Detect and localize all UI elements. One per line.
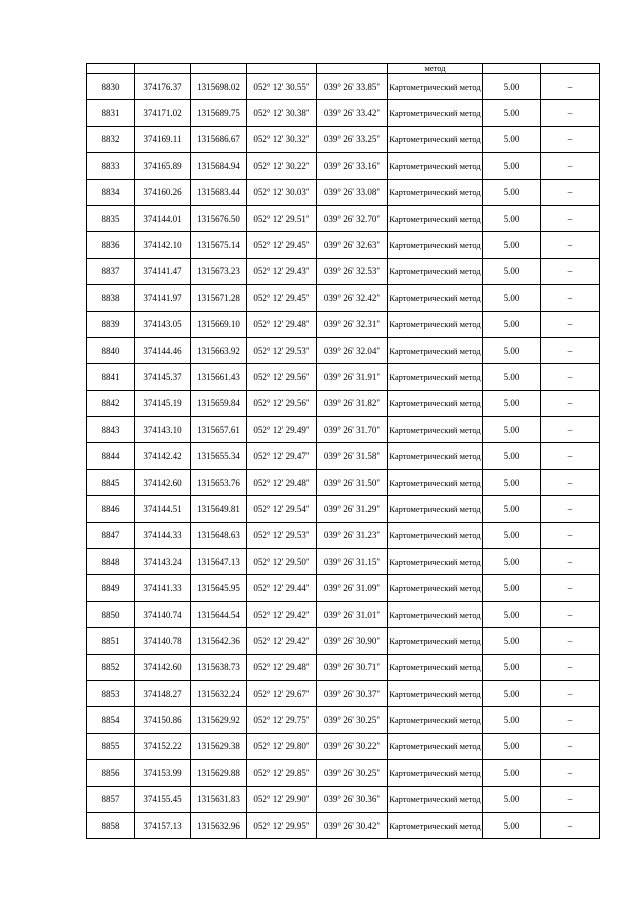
cell-y: 1315629.92 bbox=[191, 707, 247, 733]
cell-latitude: 052° 12' 29.45" bbox=[247, 232, 317, 258]
cell-accuracy: 5.00 bbox=[483, 390, 541, 416]
cell-accuracy: 5.00 bbox=[483, 232, 541, 258]
table-row bbox=[87, 258, 600, 284]
cell-x: 374142.10 bbox=[135, 232, 191, 258]
cell-longitude: 039° 26' 30.90" bbox=[317, 628, 388, 654]
cell-note: – bbox=[541, 364, 600, 390]
cell-longitude: 039° 26' 31.09" bbox=[317, 575, 388, 601]
table-row bbox=[87, 522, 600, 548]
cell-accuracy: 5.00 bbox=[483, 654, 541, 680]
cell-accuracy: 5.00 bbox=[483, 680, 541, 706]
cell-accuracy: 5.00 bbox=[483, 522, 541, 548]
cell-longitude: 039° 26' 32.31" bbox=[317, 311, 388, 337]
table-row bbox=[87, 654, 600, 680]
cell-point-number: 8831 bbox=[87, 100, 135, 126]
cell-method: Картометрический метод bbox=[388, 760, 483, 786]
cell-longitude: 039° 26' 30.71" bbox=[317, 654, 388, 680]
cell-point-number: 8830 bbox=[87, 74, 135, 100]
continued-row bbox=[87, 64, 600, 74]
cell-y: 1315642.36 bbox=[191, 628, 247, 654]
cell-y: 1315645.95 bbox=[191, 575, 247, 601]
cell-accuracy: 5.00 bbox=[483, 179, 541, 205]
table-row bbox=[87, 364, 600, 390]
table-row bbox=[87, 496, 600, 522]
cell-x: 374169.11 bbox=[135, 126, 191, 152]
table-row bbox=[87, 205, 600, 231]
cell-point-number: 8852 bbox=[87, 654, 135, 680]
cell-accuracy: 5.00 bbox=[483, 126, 541, 152]
cell-latitude: 052° 12' 29.85" bbox=[247, 760, 317, 786]
cell-accuracy: 5.00 bbox=[483, 443, 541, 469]
cell-note: – bbox=[541, 654, 600, 680]
cell-method: Картометрический метод bbox=[388, 100, 483, 126]
cell-longitude: 039° 26' 32.04" bbox=[317, 337, 388, 363]
table-row bbox=[87, 179, 600, 205]
cell-accuracy: 5.00 bbox=[483, 258, 541, 284]
cell-y: 1315675.14 bbox=[191, 232, 247, 258]
cell-y: 1315659.84 bbox=[191, 390, 247, 416]
cell-y: 1315648.63 bbox=[191, 522, 247, 548]
cell-note: – bbox=[541, 575, 600, 601]
cell-y: 1315638.73 bbox=[191, 654, 247, 680]
cell-latitude: 052° 12' 29.95" bbox=[247, 812, 317, 838]
cell-point-number: 8844 bbox=[87, 443, 135, 469]
cell-longitude: 039° 26' 31.15" bbox=[317, 549, 388, 575]
cell-latitude: 052° 12' 29.48" bbox=[247, 469, 317, 495]
cell-latitude: 052° 12' 29.42" bbox=[247, 601, 317, 627]
cell-latitude: 052° 12' 29.90" bbox=[247, 786, 317, 812]
cell-y: 1315671.28 bbox=[191, 285, 247, 311]
cell-y: 1315669.10 bbox=[191, 311, 247, 337]
table-row bbox=[87, 285, 600, 311]
cell-note: – bbox=[541, 496, 600, 522]
cell-accuracy: 5.00 bbox=[483, 205, 541, 231]
cell-note: – bbox=[541, 680, 600, 706]
cell-longitude: 039° 26' 30.22" bbox=[317, 733, 388, 759]
cell-method: Картометрический метод bbox=[388, 364, 483, 390]
cell-note: – bbox=[541, 285, 600, 311]
table-row bbox=[87, 417, 600, 443]
cell-method: Картометрический метод bbox=[388, 179, 483, 205]
cell-longitude: 039° 26' 31.70" bbox=[317, 417, 388, 443]
cell-latitude: 052° 12' 30.32" bbox=[247, 126, 317, 152]
cell-point-number: 8857 bbox=[87, 786, 135, 812]
cell-longitude: 039° 26' 32.53" bbox=[317, 258, 388, 284]
cell-latitude: 052° 12' 29.48" bbox=[247, 311, 317, 337]
cell-note: – bbox=[541, 74, 600, 100]
cell-note: – bbox=[541, 469, 600, 495]
cell-x: 374140.78 bbox=[135, 628, 191, 654]
cell-x: 374143.05 bbox=[135, 311, 191, 337]
cell-point-number: 8851 bbox=[87, 628, 135, 654]
cell-y: 1315647.13 bbox=[191, 549, 247, 575]
cell-empty bbox=[317, 64, 388, 74]
cell-y: 1315698.02 bbox=[191, 74, 247, 100]
cell-note: – bbox=[541, 628, 600, 654]
cell-note: – bbox=[541, 760, 600, 786]
table-row bbox=[87, 707, 600, 733]
cell-point-number: 8842 bbox=[87, 390, 135, 416]
cell-longitude: 039° 26' 31.58" bbox=[317, 443, 388, 469]
cell-method: Картометрический метод bbox=[388, 786, 483, 812]
cell-x: 374141.47 bbox=[135, 258, 191, 284]
cell-point-number: 8838 bbox=[87, 285, 135, 311]
cell-point-number: 8846 bbox=[87, 496, 135, 522]
cell-accuracy: 5.00 bbox=[483, 549, 541, 575]
cell-latitude: 052° 12' 29.47" bbox=[247, 443, 317, 469]
cell-x: 374171.02 bbox=[135, 100, 191, 126]
cell-longitude: 039° 26' 32.70" bbox=[317, 205, 388, 231]
cell-latitude: 052° 12' 29.56" bbox=[247, 364, 317, 390]
cell-latitude: 052° 12' 30.55" bbox=[247, 74, 317, 100]
cell-longitude: 039° 26' 30.36" bbox=[317, 786, 388, 812]
cell-method: Картометрический метод bbox=[388, 522, 483, 548]
cell-accuracy: 5.00 bbox=[483, 760, 541, 786]
cell-latitude: 052° 12' 29.56" bbox=[247, 390, 317, 416]
table-row bbox=[87, 812, 600, 838]
cell-latitude: 052° 12' 30.03" bbox=[247, 179, 317, 205]
table-row bbox=[87, 786, 600, 812]
cell-note: – bbox=[541, 549, 600, 575]
cell-longitude: 039° 26' 33.16" bbox=[317, 153, 388, 179]
cell-longitude: 039° 26' 32.63" bbox=[317, 232, 388, 258]
table-row bbox=[87, 549, 600, 575]
cell-method: Картометрический метод bbox=[388, 205, 483, 231]
cell-method: Картометрический метод bbox=[388, 232, 483, 258]
cell-note: – bbox=[541, 258, 600, 284]
cell-note: – bbox=[541, 179, 600, 205]
cell-method: Картометрический метод bbox=[388, 496, 483, 522]
cell-point-number: 8856 bbox=[87, 760, 135, 786]
cell-x: 374140.74 bbox=[135, 601, 191, 627]
table-row bbox=[87, 601, 600, 627]
cell-latitude: 052° 12' 29.48" bbox=[247, 654, 317, 680]
cell-longitude: 039° 26' 31.82" bbox=[317, 390, 388, 416]
cell-x: 374143.24 bbox=[135, 549, 191, 575]
cell-method: Картометрический метод bbox=[388, 285, 483, 311]
cell-accuracy: 5.00 bbox=[483, 628, 541, 654]
cell-point-number: 8845 bbox=[87, 469, 135, 495]
cell-longitude: 039° 26' 33.08" bbox=[317, 179, 388, 205]
cell-accuracy: 5.00 bbox=[483, 285, 541, 311]
table-row bbox=[87, 575, 600, 601]
cell-method: Картометрический метод bbox=[388, 390, 483, 416]
cell-y: 1315649.81 bbox=[191, 496, 247, 522]
cell-accuracy: 5.00 bbox=[483, 364, 541, 390]
cell-longitude: 039° 26' 31.50" bbox=[317, 469, 388, 495]
cell-empty bbox=[87, 64, 135, 74]
cell-empty bbox=[135, 64, 191, 74]
table-body bbox=[87, 64, 600, 839]
cell-y: 1315632.24 bbox=[191, 680, 247, 706]
cell-latitude: 052° 12' 29.67" bbox=[247, 680, 317, 706]
cell-x: 374148.27 bbox=[135, 680, 191, 706]
cell-method: Картометрический метод bbox=[388, 654, 483, 680]
cell-accuracy: 5.00 bbox=[483, 417, 541, 443]
cell-method: Картометрический метод bbox=[388, 337, 483, 363]
cell-longitude: 039° 26' 30.25" bbox=[317, 760, 388, 786]
cell-longitude: 039° 26' 30.25" bbox=[317, 707, 388, 733]
cell-longitude: 039° 26' 31.01" bbox=[317, 601, 388, 627]
cell-y: 1315663.92 bbox=[191, 337, 247, 363]
cell-note: – bbox=[541, 812, 600, 838]
cell-x: 374152.22 bbox=[135, 733, 191, 759]
cell-note: – bbox=[541, 311, 600, 337]
cell-latitude: 052° 12' 29.53" bbox=[247, 337, 317, 363]
cell-note: – bbox=[541, 707, 600, 733]
cell-latitude: 052° 12' 29.53" bbox=[247, 522, 317, 548]
cell-latitude: 052° 12' 29.49" bbox=[247, 417, 317, 443]
cell-x: 374143.10 bbox=[135, 417, 191, 443]
cell-method: Картометрический метод bbox=[388, 74, 483, 100]
cell-latitude: 052° 12' 29.42" bbox=[247, 628, 317, 654]
cell-note: – bbox=[541, 443, 600, 469]
cell-accuracy: 5.00 bbox=[483, 733, 541, 759]
cell-point-number: 8847 bbox=[87, 522, 135, 548]
cell-method: Картометрический метод bbox=[388, 126, 483, 152]
cell-method: Картометрический метод bbox=[388, 733, 483, 759]
cell-method: Картометрический метод bbox=[388, 628, 483, 654]
table-row bbox=[87, 628, 600, 654]
table-row bbox=[87, 232, 600, 258]
cell-x: 374153.99 bbox=[135, 760, 191, 786]
cell-x: 374155.45 bbox=[135, 786, 191, 812]
cell-method: Картометрический метод bbox=[388, 443, 483, 469]
cell-x: 374142.60 bbox=[135, 654, 191, 680]
cell-method: Картометрический метод bbox=[388, 812, 483, 838]
table-row bbox=[87, 153, 600, 179]
cell-accuracy: 5.00 bbox=[483, 337, 541, 363]
cell-x: 374144.01 bbox=[135, 205, 191, 231]
cell-x: 374144.51 bbox=[135, 496, 191, 522]
cell-x: 374150.86 bbox=[135, 707, 191, 733]
cell-empty bbox=[541, 64, 600, 74]
cell-x: 374145.19 bbox=[135, 390, 191, 416]
cell-x: 374144.33 bbox=[135, 522, 191, 548]
cell-note: – bbox=[541, 417, 600, 443]
cell-y: 1315684.94 bbox=[191, 153, 247, 179]
coordinates-table bbox=[86, 63, 600, 839]
cell-note: – bbox=[541, 390, 600, 416]
cell-point-number: 8835 bbox=[87, 205, 135, 231]
cell-method: Картометрический метод bbox=[388, 680, 483, 706]
cell-x: 374144.46 bbox=[135, 337, 191, 363]
cell-point-number: 8833 bbox=[87, 153, 135, 179]
cell-y: 1315655.34 bbox=[191, 443, 247, 469]
table-row bbox=[87, 311, 600, 337]
cell-point-number: 8853 bbox=[87, 680, 135, 706]
cell-method: Картометрический метод bbox=[388, 258, 483, 284]
cell-note: – bbox=[541, 601, 600, 627]
cell-method: Картометрический метод bbox=[388, 417, 483, 443]
cell-latitude: 052° 12' 30.38" bbox=[247, 100, 317, 126]
table-row bbox=[87, 74, 600, 100]
cell-y: 1315644.54 bbox=[191, 601, 247, 627]
cell-accuracy: 5.00 bbox=[483, 153, 541, 179]
cell-x: 374141.97 bbox=[135, 285, 191, 311]
cell-point-number: 8840 bbox=[87, 337, 135, 363]
cell-empty bbox=[191, 64, 247, 74]
cell-accuracy: 5.00 bbox=[483, 496, 541, 522]
cell-latitude: 052° 12' 29.75" bbox=[247, 707, 317, 733]
cell-point-number: 8836 bbox=[87, 232, 135, 258]
cell-x: 374142.42 bbox=[135, 443, 191, 469]
cell-y: 1315673.23 bbox=[191, 258, 247, 284]
table-row bbox=[87, 126, 600, 152]
table-row bbox=[87, 443, 600, 469]
cell-y: 1315657.61 bbox=[191, 417, 247, 443]
cell-longitude: 039° 26' 31.29" bbox=[317, 496, 388, 522]
cell-accuracy: 5.00 bbox=[483, 812, 541, 838]
cell-method: Картометрический метод bbox=[388, 575, 483, 601]
cell-y: 1315632.96 bbox=[191, 812, 247, 838]
cell-longitude: 039° 26' 33.25" bbox=[317, 126, 388, 152]
cell-note: – bbox=[541, 522, 600, 548]
cell-longitude: 039° 26' 31.23" bbox=[317, 522, 388, 548]
cell-note: – bbox=[541, 126, 600, 152]
cell-accuracy: 5.00 bbox=[483, 786, 541, 812]
table-row bbox=[87, 760, 600, 786]
table-row bbox=[87, 337, 600, 363]
cell-y: 1315631.83 bbox=[191, 786, 247, 812]
table-row bbox=[87, 100, 600, 126]
cell-method: Картометрический метод bbox=[388, 707, 483, 733]
cell-x: 374157.13 bbox=[135, 812, 191, 838]
cell-note: – bbox=[541, 786, 600, 812]
cell-accuracy: 5.00 bbox=[483, 601, 541, 627]
cell-point-number: 8839 bbox=[87, 311, 135, 337]
cell-y: 1315676.50 bbox=[191, 205, 247, 231]
cell-accuracy: 5.00 bbox=[483, 311, 541, 337]
cell-y: 1315661.43 bbox=[191, 364, 247, 390]
cell-x: 374165.89 bbox=[135, 153, 191, 179]
cell-x: 374145.37 bbox=[135, 364, 191, 390]
cell-empty bbox=[247, 64, 317, 74]
cell-point-number: 8834 bbox=[87, 179, 135, 205]
cell-latitude: 052° 12' 29.80" bbox=[247, 733, 317, 759]
cell-point-number: 8858 bbox=[87, 812, 135, 838]
cell-latitude: 052° 12' 29.51" bbox=[247, 205, 317, 231]
cell-point-number: 8837 bbox=[87, 258, 135, 284]
cell-note: – bbox=[541, 153, 600, 179]
cell-empty bbox=[483, 64, 541, 74]
cell-longitude: 039° 26' 33.42" bbox=[317, 100, 388, 126]
cell-note: – bbox=[541, 205, 600, 231]
cell-note: – bbox=[541, 337, 600, 363]
cell-x: 374176.37 bbox=[135, 74, 191, 100]
cell-point-number: 8855 bbox=[87, 733, 135, 759]
cell-y: 1315689.75 bbox=[191, 100, 247, 126]
cell-point-number: 8843 bbox=[87, 417, 135, 443]
cell-method: метод bbox=[388, 64, 483, 74]
cell-latitude: 052° 12' 29.45" bbox=[247, 285, 317, 311]
cell-longitude: 039° 26' 30.37" bbox=[317, 680, 388, 706]
cell-longitude: 039° 26' 31.91" bbox=[317, 364, 388, 390]
cell-longitude: 039° 26' 30.42" bbox=[317, 812, 388, 838]
cell-latitude: 052° 12' 29.43" bbox=[247, 258, 317, 284]
cell-accuracy: 5.00 bbox=[483, 469, 541, 495]
cell-point-number: 8849 bbox=[87, 575, 135, 601]
cell-point-number: 8850 bbox=[87, 601, 135, 627]
cell-longitude: 039° 26' 33.85" bbox=[317, 74, 388, 100]
cell-x: 374160.26 bbox=[135, 179, 191, 205]
cell-point-number: 8848 bbox=[87, 549, 135, 575]
cell-note: – bbox=[541, 100, 600, 126]
cell-y: 1315683.44 bbox=[191, 179, 247, 205]
cell-method: Картометрический метод bbox=[388, 549, 483, 575]
table-row bbox=[87, 469, 600, 495]
cell-accuracy: 5.00 bbox=[483, 100, 541, 126]
cell-note: – bbox=[541, 733, 600, 759]
cell-method: Картометрический метод bbox=[388, 311, 483, 337]
cell-accuracy: 5.00 bbox=[483, 575, 541, 601]
cell-point-number: 8841 bbox=[87, 364, 135, 390]
cell-method: Картометрический метод bbox=[388, 153, 483, 179]
cell-y: 1315629.88 bbox=[191, 760, 247, 786]
cell-method: Картометрический метод bbox=[388, 469, 483, 495]
cell-latitude: 052° 12' 29.54" bbox=[247, 496, 317, 522]
cell-x: 374142.60 bbox=[135, 469, 191, 495]
cell-y: 1315686.67 bbox=[191, 126, 247, 152]
cell-y: 1315629.38 bbox=[191, 733, 247, 759]
cell-latitude: 052° 12' 30.22" bbox=[247, 153, 317, 179]
cell-latitude: 052° 12' 29.44" bbox=[247, 575, 317, 601]
cell-accuracy: 5.00 bbox=[483, 74, 541, 100]
cell-point-number: 8854 bbox=[87, 707, 135, 733]
table-row bbox=[87, 733, 600, 759]
cell-accuracy: 5.00 bbox=[483, 707, 541, 733]
cell-longitude: 039° 26' 32.42" bbox=[317, 285, 388, 311]
cell-y: 1315653.76 bbox=[191, 469, 247, 495]
cell-point-number: 8832 bbox=[87, 126, 135, 152]
cell-latitude: 052° 12' 29.50" bbox=[247, 549, 317, 575]
cell-x: 374141.33 bbox=[135, 575, 191, 601]
table-row bbox=[87, 680, 600, 706]
cell-note: – bbox=[541, 232, 600, 258]
cell-method: Картометрический метод bbox=[388, 601, 483, 627]
table-row bbox=[87, 390, 600, 416]
